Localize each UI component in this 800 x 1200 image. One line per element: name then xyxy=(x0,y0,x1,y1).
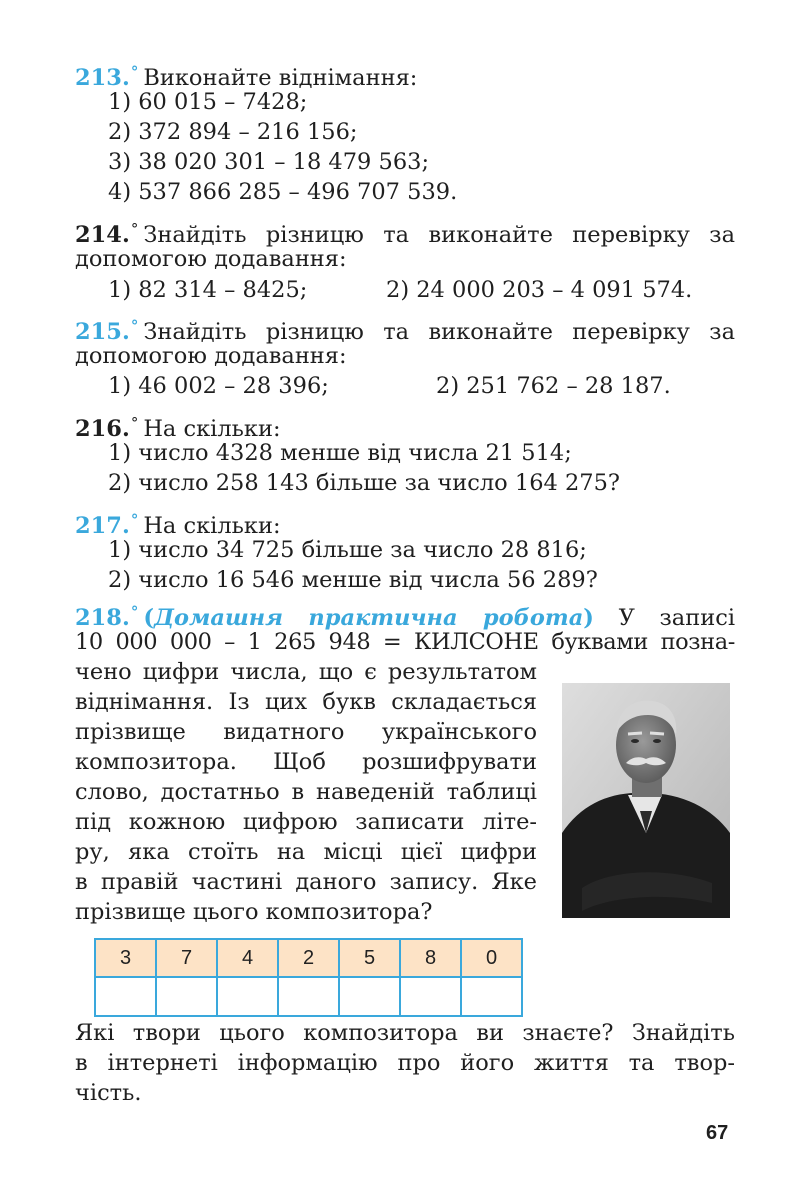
problem-intro: Знайдіть різницю та виконайте перевірку за xyxy=(143,319,735,345)
close-paren: ) xyxy=(583,605,594,631)
problem-text-line: віднімання. Із цих букв складається xyxy=(75,689,537,715)
problem-intro-cont: допомогою додавання: xyxy=(75,343,347,369)
problem-intro: На скільки: xyxy=(143,416,281,442)
problem-item: 2) 251 762 – 28 187. xyxy=(436,373,671,399)
problem-item: 4) 537 866 285 – 496 707 539. xyxy=(108,179,458,205)
problem-text-line: прізвище видатного українського xyxy=(75,719,537,745)
table-digit-cell: 7 xyxy=(156,939,217,977)
problem-item: 1) число 4328 менше від числа 21 514; xyxy=(108,440,572,466)
problem-item: 1) число 34 725 більше за число 28 816; xyxy=(108,537,587,563)
degree-mark: ° xyxy=(130,220,139,238)
problem-item: 1) 82 314 – 8425; xyxy=(108,277,308,303)
problem-text-line: чено цифри числа, що є результатом xyxy=(75,659,537,685)
table-digit-cell: 0 xyxy=(461,939,522,977)
table-empty-cell xyxy=(400,977,461,1016)
problem-number: 215. xyxy=(75,319,130,345)
composer-portrait xyxy=(562,683,730,918)
table-empty-cell xyxy=(156,977,217,1016)
problem-intro: У записі xyxy=(618,605,736,631)
degree-mark: ° xyxy=(130,603,139,621)
degree-mark: ° xyxy=(130,414,139,432)
problem-intro-cont: допомогою додавання: xyxy=(75,246,347,272)
problem-intro: На скільки: xyxy=(143,513,281,539)
degree-mark: ° xyxy=(130,317,139,335)
problem-item: 1) 46 002 – 28 396; xyxy=(108,373,329,399)
closing-text-line: в інтернеті інформацію про його життя та твор- xyxy=(75,1050,735,1076)
table-empty-cell xyxy=(217,977,278,1016)
problem-intro: Виконайте віднімання: xyxy=(143,65,418,91)
problem-item: 2) число 16 546 менше від числа 56 289? xyxy=(108,567,598,593)
problem-item: 2) 24 000 203 – 4 091 574. xyxy=(386,277,693,303)
degree-mark: ° xyxy=(130,63,139,81)
portrait-photo xyxy=(562,683,730,918)
table-digit-cell: 8 xyxy=(400,939,461,977)
problem-text-line: під кожною цифрою записати літе- xyxy=(75,809,537,835)
problem-text-line: ру, яка стоїть на місці цієї цифри xyxy=(75,839,537,865)
problem-text-line: композитора. Щоб розшифрувати xyxy=(75,749,537,775)
table-empty-cell xyxy=(95,977,156,1016)
problem-item: 2) число 258 143 більше за число 164 275? xyxy=(108,470,620,496)
problem-intro: Знайдіть різницю та виконайте перевірку за xyxy=(143,222,735,248)
problem-number: 216. xyxy=(75,416,130,442)
open-paren: ( xyxy=(143,605,154,631)
table-digit-cell: 3 xyxy=(95,939,156,977)
problem-text-line: 10 000 000 – 1 265 948 = КИЛСОНЕ буквами позна- xyxy=(75,629,735,655)
problem-text-line: в правій частині даного запису. Яке xyxy=(75,869,537,895)
problem-item: 2) 372 894 – 216 156; xyxy=(108,119,358,145)
table-digit-cell: 5 xyxy=(339,939,400,977)
problem-text-line: прізвище цього композитора? xyxy=(75,899,433,925)
problem-number: 213. xyxy=(75,65,130,91)
closing-text-line: Які твори цього композитора ви знаєте? Знайдіть xyxy=(75,1020,735,1046)
problem-item: 1) 60 015 – 7428; xyxy=(108,89,308,115)
table-digit-row xyxy=(95,939,522,977)
practical-work-title: Домашня практична робота xyxy=(153,605,584,631)
problem-item: 3) 38 020 301 – 18 479 563; xyxy=(108,149,430,175)
table-digit-cell: 4 xyxy=(217,939,278,977)
table-digit-cell: 2 xyxy=(278,939,339,977)
table-letter-row xyxy=(95,977,522,1016)
table-empty-cell xyxy=(278,977,339,1016)
problem-text-line: слово, достатньо в наведеній таблиці xyxy=(75,779,537,805)
degree-mark: ° xyxy=(130,511,139,529)
problem-number: 217. xyxy=(75,513,130,539)
cipher-table xyxy=(94,938,523,1017)
closing-text-line: чість. xyxy=(75,1080,142,1106)
table-empty-cell xyxy=(339,977,400,1016)
problem-number: 218. xyxy=(75,605,130,631)
page-number: 67 xyxy=(706,1122,729,1144)
table-empty-cell xyxy=(461,977,522,1016)
problem-number: 214. xyxy=(75,222,130,248)
